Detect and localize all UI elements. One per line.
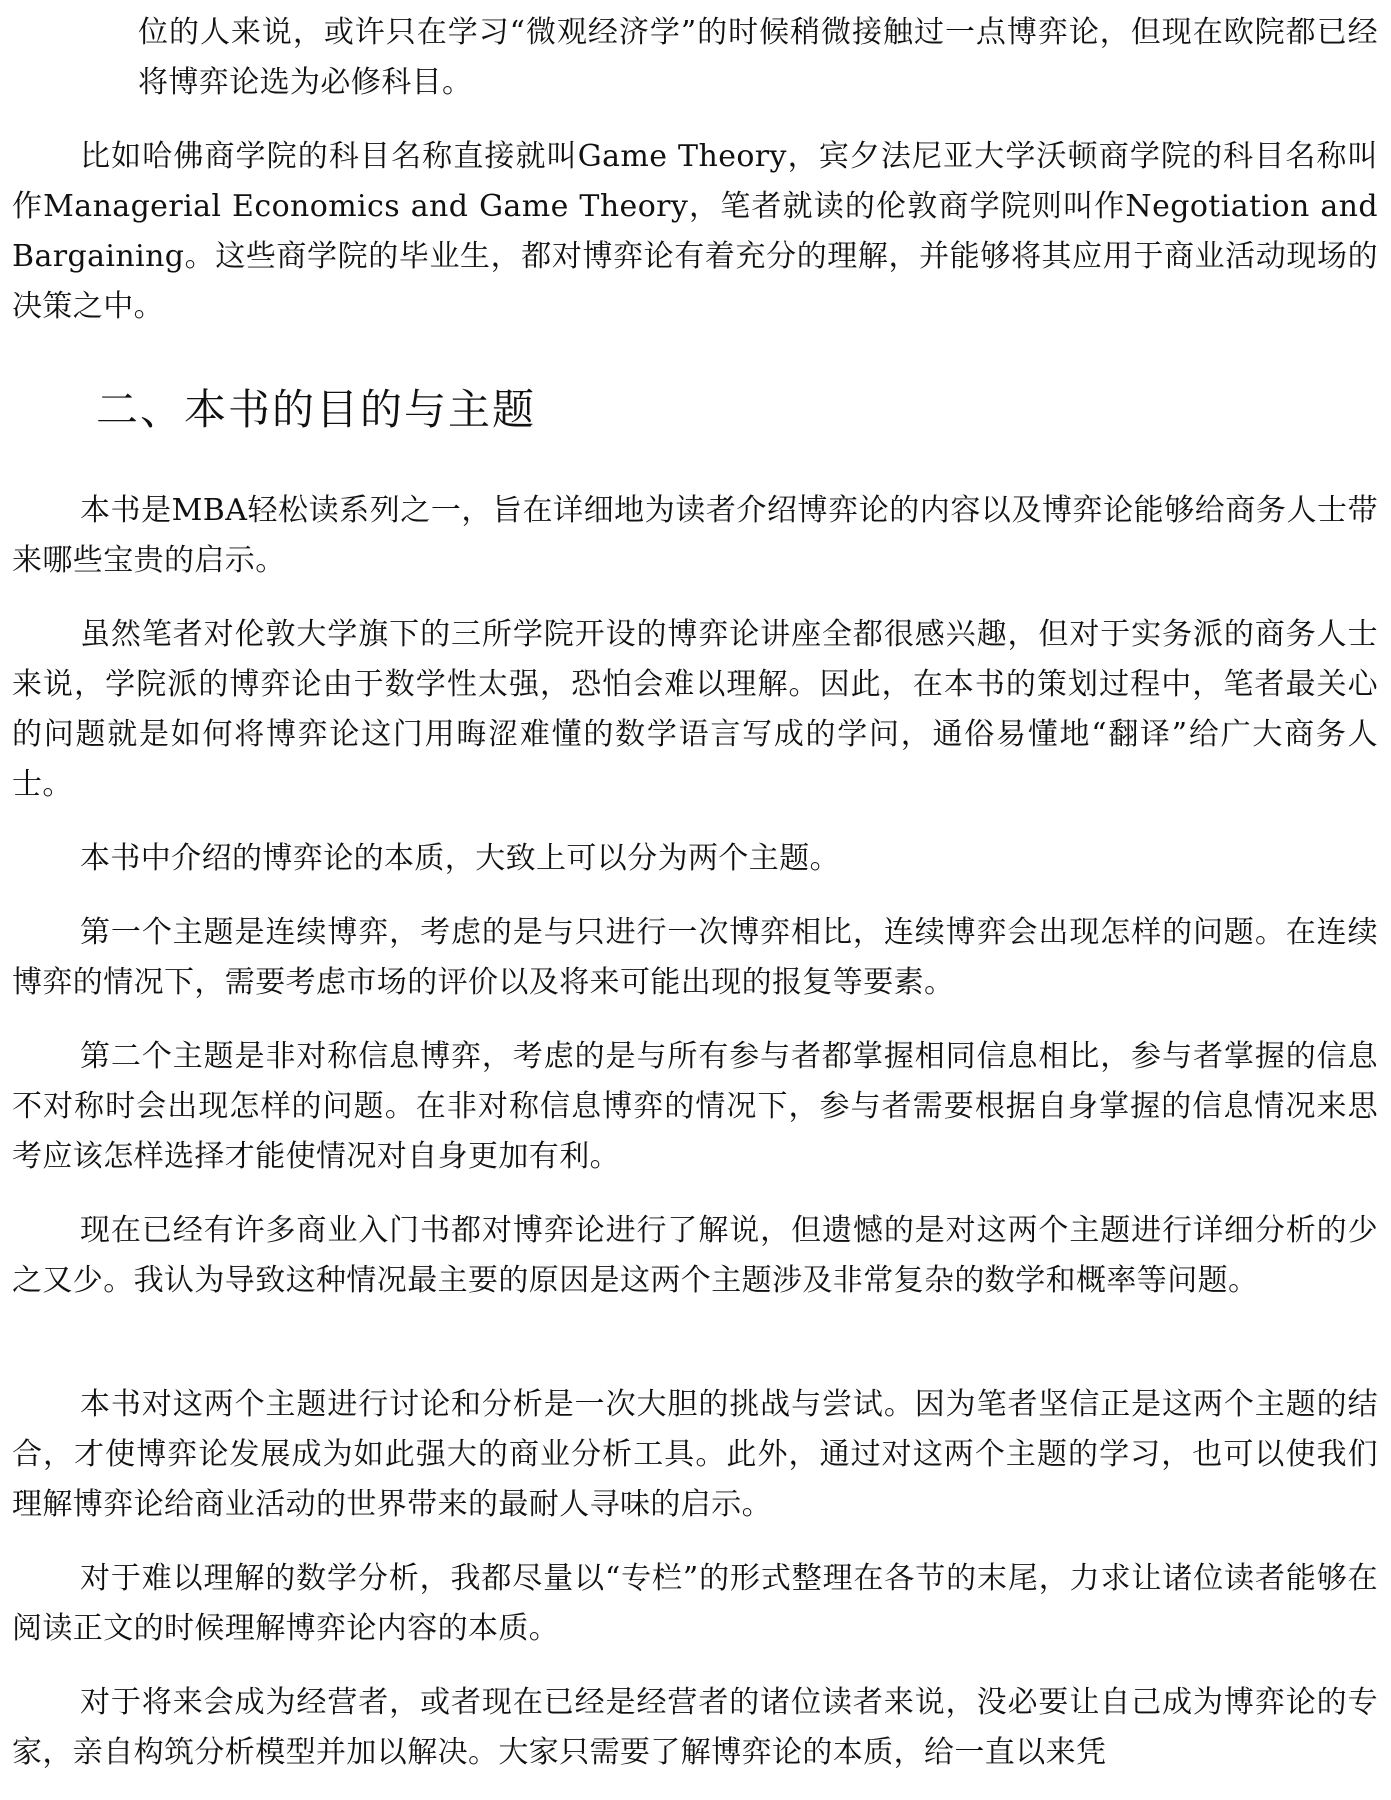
paragraph-book-intro: 本书是MBA轻松读系列之一，旨在详细地为读者介绍博弈论的内容以及博弈论能够给商务人士带来哪些宝贵的启示。 xyxy=(12,493,1378,578)
paragraph-business-schools: 比如哈佛商学院的科目名称直接就叫Game Theory，宾夕法尼亚大学沃顿商学院的科目名称叫作Managerial Economics and Game Theory，笔者就读的伦敦商学院则叫作Negotiation and Bargaining。这些商学院的毕业生，都对博弈论有着充分的理解，并能够将其应用于商业活动现场的决策之中。 xyxy=(12,139,1378,324)
paragraph-columns: 对于难以理解的数学分析，我都尽量以“专栏”的形式整理在各节的末尾，力求让诸位读者能够在阅读正文的时候理解博弈论内容的本质。 xyxy=(12,1561,1378,1646)
paragraph-translation-goal: 虽然笔者对伦敦大学旗下的三所学院开设的博弈论讲座全都很感兴趣，但对于实务派的商务人士来说，学院派的博弈论由于数学性太强，恐怕会难以理解。因此，在本书的策划过程中，笔者最关心的问题就是如何将博弈论这门用晦涩难懂的数学语言写成的学问，通俗易懂地“翻译”给广大商务人士。 xyxy=(12,617,1378,802)
paragraph-theme-two: 第二个主题是非对称信息博弈，考虑的是与所有参与者都掌握相同信息相比，参与者掌握的信息不对称时会出现怎样的问题。在非对称信息博弈的情况下，参与者需要根据自身掌握的信息情况来思考应该怎样选择才能使情况对自身更加有利。 xyxy=(12,1039,1378,1174)
paragraph-existing-books: 现在已经有许多商业入门书都对博弈论进行了解说，但遗憾的是对这两个主题进行详细分析的少之又少。我认为导致这种情况最主要的原因是这两个主题涉及非常复杂的数学和概率等问题。 xyxy=(12,1213,1378,1298)
continued-paragraph: 位的人来说，或许只在学习“微观经济学”的时候稍微接触过一点博弈论，但现在欧院都已经将博弈论选为必修科目。 xyxy=(138,15,1378,100)
paragraph-managers: 对于将来会成为经营者，或者现在已经是经营者的诸位读者来说，没必要让自己成为博弈论的专家，亲自构筑分析模型并加以解决。大家只需要了解博弈论的本质，给一直以来凭 xyxy=(12,1685,1378,1770)
paragraph-challenge: 本书对这两个主题进行讨论和分析是一次大胆的挑战与尝试。因为笔者坚信正是这两个主题的结合，才使博弈论发展成为如此强大的商业分析工具。此外，通过对这两个主题的学习，也可以使我们理解博弈论给商业活动的世界带来的最耐人寻味的启示。 xyxy=(12,1387,1378,1522)
section-heading: 二、本书的目的与主题 xyxy=(96,385,537,434)
paragraph-two-themes: 本书中介绍的博弈论的本质，大致上可以分为两个主题。 xyxy=(80,841,840,876)
paragraph-theme-one: 第一个主题是连续博弈，考虑的是与只进行一次博弈相比，连续博弈会出现怎样的问题。在连续博弈的情况下，需要考虑市场的评价以及将来可能出现的报复等要素。 xyxy=(12,915,1378,1000)
